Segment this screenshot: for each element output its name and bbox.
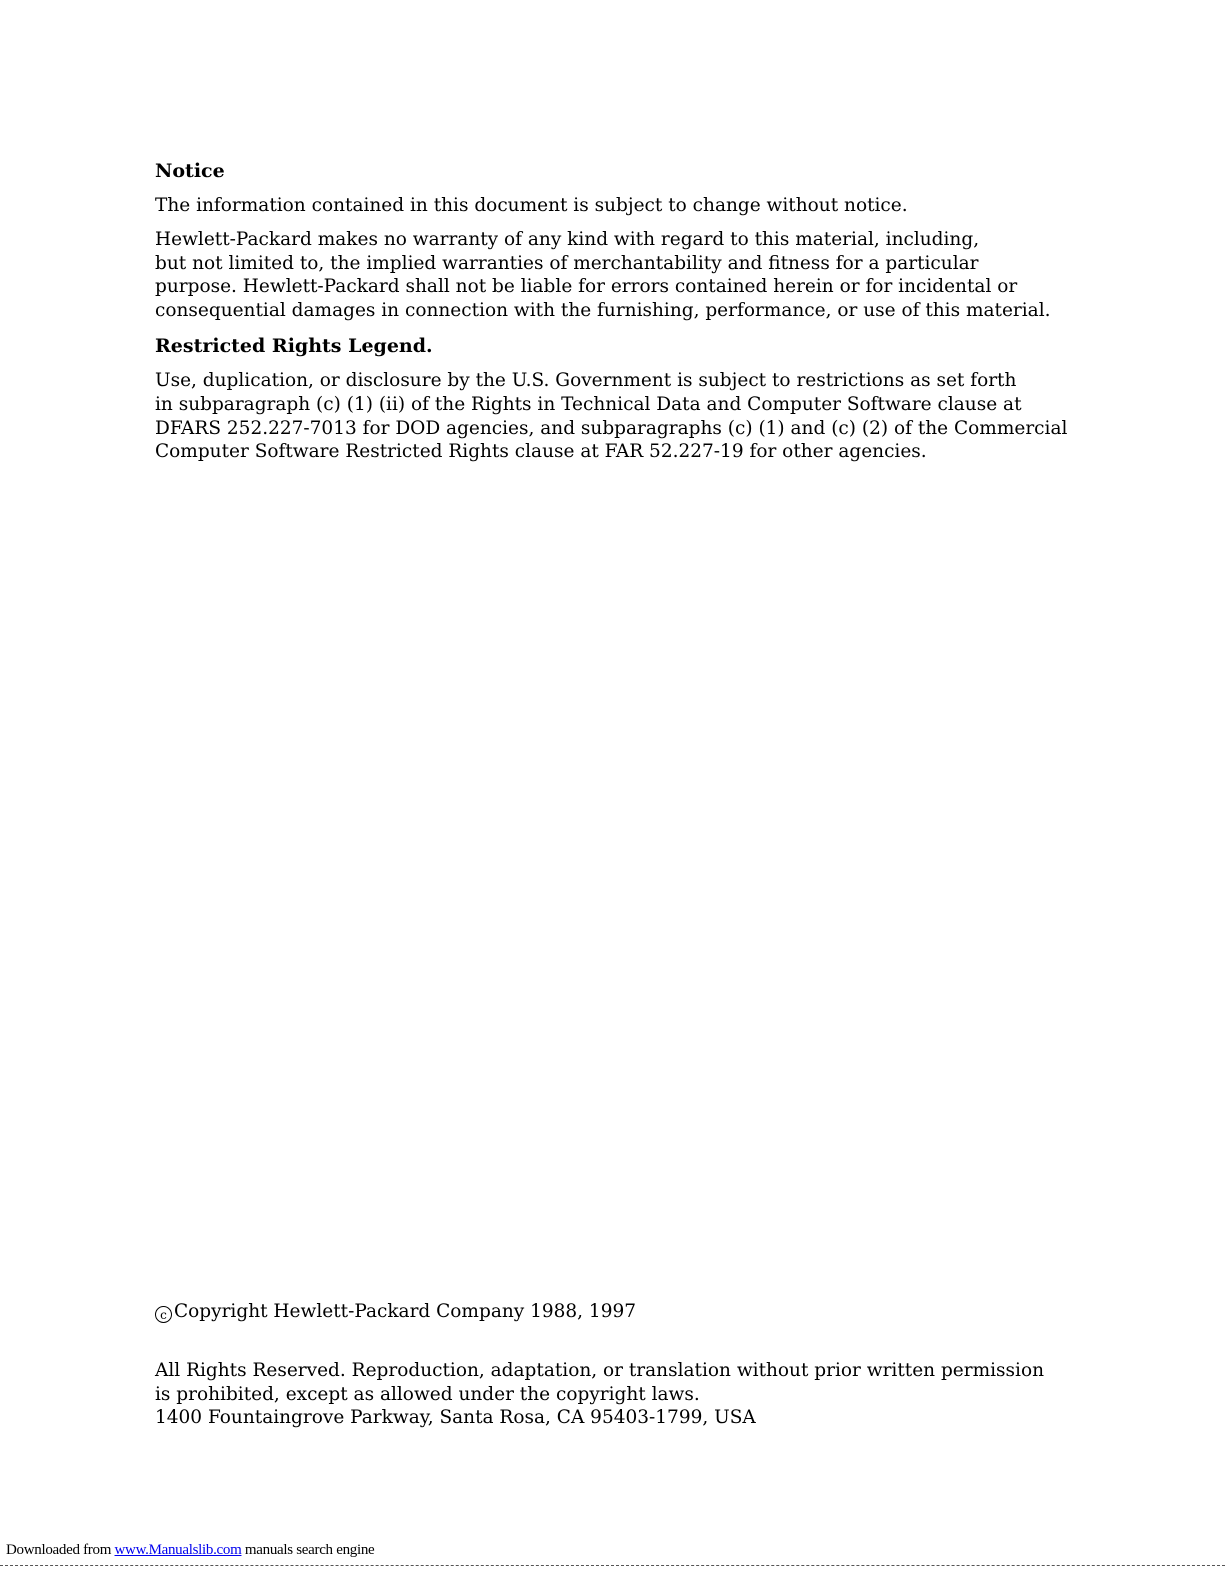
text-line: The information contained in this document is subject to change without notice. xyxy=(155,195,908,216)
document-body xyxy=(155,158,1068,474)
copyright-text: Copyright Hewlett-Packard Company 1988, 1997 xyxy=(174,1301,637,1322)
text-line: Computer Software Restricted Rights clause at FAR 52.227-19 for other agencies. xyxy=(155,441,927,463)
manualslib-link[interactable]: www.Manualslib.com xyxy=(114,1542,242,1558)
restricted-rights-paragraph xyxy=(155,369,1068,464)
copyright-line xyxy=(155,1300,1055,1324)
text-line: but not limited to, the implied warranties of merchantability and fitness for a particular xyxy=(155,252,979,274)
text-line: Use, duplication, or disclosure by the U.S. Government is subject to restrictions as set forth xyxy=(155,369,1017,391)
rights-line: is prohibited, except as allowed under the copyright laws. xyxy=(155,1383,700,1405)
notice-paragraph-1 xyxy=(155,194,1055,218)
notice-heading: Notice xyxy=(155,160,225,182)
copyright-icon: c xyxy=(155,1306,172,1323)
text-line: DFARS 252.227-7013 for DOD agencies, and subparagraphs (c) (1) and (c) (2) of the Commercial xyxy=(155,417,1068,439)
text-line: Hewlett-Packard makes no warranty of any kind with regard to this material, including, xyxy=(155,228,980,250)
restricted-rights-heading: Restricted Rights Legend. xyxy=(155,334,433,357)
rights-line: All Rights Reserved. Reproduction, adaptation, or translation without prior written permission xyxy=(155,1359,1045,1381)
text-line: consequential damages in connection with the furnishing, performance, or use of this material. xyxy=(155,300,1051,322)
text-line: in subparagraph (c) (1) (ii) of the Rights in Technical Data and Computer Software clause at xyxy=(155,393,1022,415)
address-line: 1400 Fountaingrove Parkway, Santa Rosa, CA 95403-1799, USA xyxy=(155,1407,756,1429)
footer-prefix: Downloaded from xyxy=(6,1542,115,1558)
footer-suffix: manuals search engine xyxy=(241,1542,375,1558)
footer-divider xyxy=(0,1565,1225,1566)
text-line: purpose. Hewlett-Packard shall not be liable for errors contained herein or for incidental or xyxy=(155,276,1018,298)
download-footer xyxy=(6,1540,374,1560)
copyright-block xyxy=(155,1300,1055,1430)
notice-paragraph-2 xyxy=(155,228,1055,323)
